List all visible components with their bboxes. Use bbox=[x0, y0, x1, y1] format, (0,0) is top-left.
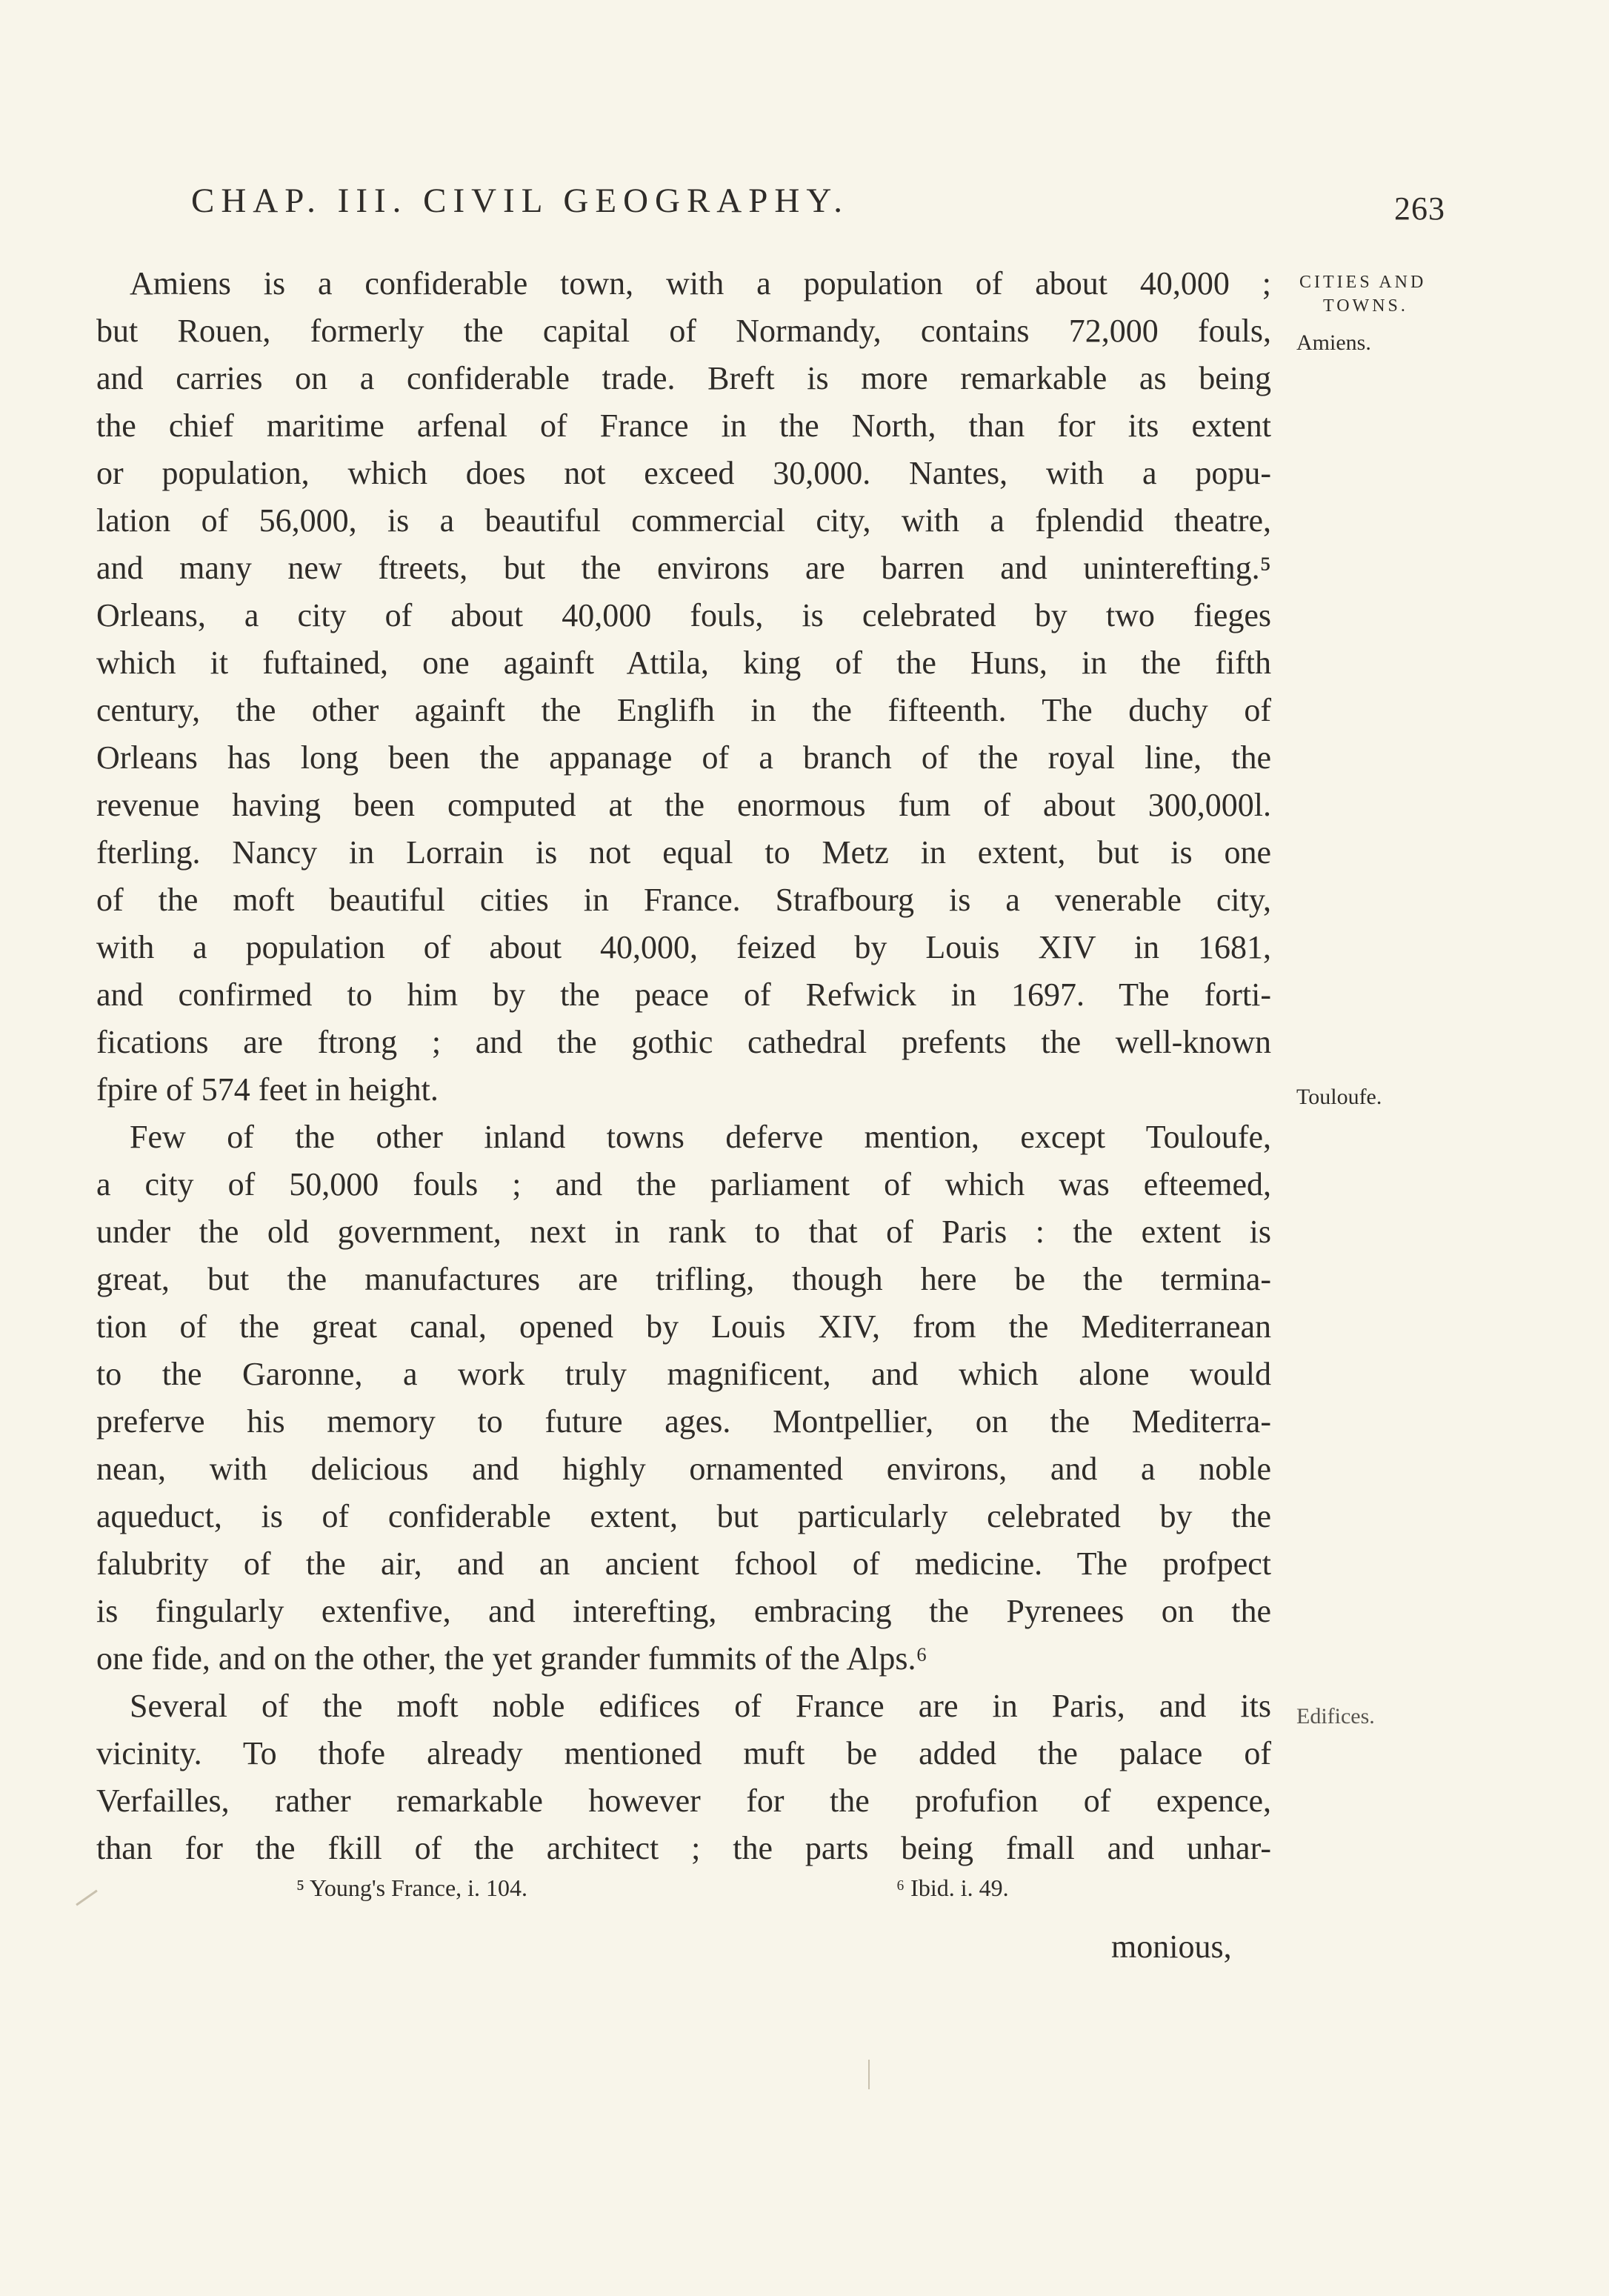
body-line: nean, with delicious and highly ornamented environs, and a noble bbox=[96, 1451, 1271, 1487]
page-number: 263 bbox=[1394, 190, 1445, 227]
body-line: one fide, and on the other, the yet grander fummits of the Alps.⁶ bbox=[96, 1640, 927, 1677]
catchword: monious, bbox=[1111, 1929, 1232, 1965]
running-head: CHAP. III. CIVIL GEOGRAPHY. bbox=[191, 182, 849, 220]
body-line: of the moft beautiful cities in France. Strafbourg is a venerable city, bbox=[96, 882, 1271, 918]
body-line: fications are ftrong ; and the gothic cathedral prefents the well-known bbox=[96, 1024, 1271, 1060]
body-line: and confirmed to him by the peace of Refwick in 1697. The forti- bbox=[96, 976, 1271, 1013]
body-line: which it fuftained, one againft Attila, king of the Huns, in the fifth bbox=[96, 645, 1271, 681]
body-line: the chief maritime arfenal of France in the North, than for its extent bbox=[96, 407, 1271, 444]
body-line: and carries on a confiderable trade. Breft is more remarkable as being bbox=[96, 360, 1271, 396]
body-line: lation of 56,000, is a beautiful commercial city, with a fplendid theatre, bbox=[96, 502, 1271, 539]
body-line: vicinity. To thofe already mentioned muft be added the palace of bbox=[96, 1735, 1271, 1771]
body-line: Orleans, a city of about 40,000 fouls, is celebrated by two fieges bbox=[96, 597, 1271, 633]
body-line: Orleans has long been the appanage of a branch of the royal line, the bbox=[96, 739, 1271, 776]
body-line: aqueduct, is of confiderable extent, but particularly celebrated by the bbox=[96, 1498, 1271, 1534]
body-line: falubrity of the air, and an ancient fchool of medicine. The profpect bbox=[96, 1545, 1271, 1582]
body-line: tion of the great canal, opened by Louis XIV, from the Mediterranean bbox=[96, 1308, 1271, 1345]
footnote-5: ⁵ Young's France, i. 104. bbox=[296, 1874, 528, 1901]
paper-blemish bbox=[868, 2060, 870, 2089]
paper-blemish bbox=[76, 1890, 98, 1906]
margin-note-towns: TOWNS. bbox=[1323, 296, 1408, 316]
body-line: fpire of 574 feet in height. bbox=[96, 1071, 439, 1108]
body-line: Verfailles, rather remarkable however for the profufion of expence, bbox=[96, 1783, 1271, 1819]
body-line: Several of the moft noble edifices of France are in Paris, and its bbox=[130, 1688, 1271, 1724]
margin-note-cities: CITIES AND bbox=[1299, 273, 1427, 292]
body-line: with a population of about 40,000, feized by Louis XIV in 1681, bbox=[96, 929, 1271, 965]
body-line: preferve his memory to future ages. Montpellier, on the Mediterra- bbox=[96, 1403, 1271, 1440]
body-line: fterling. Nancy in Lorrain is not equal to Metz in extent, but is one bbox=[96, 834, 1271, 871]
margin-note-amiens: Amiens. bbox=[1296, 330, 1371, 355]
footnote-6: ⁶ Ibid. i. 49. bbox=[896, 1874, 1009, 1901]
margin-note-edifices: Edifices. bbox=[1296, 1704, 1375, 1728]
body-line: under the old government, next in rank to that of Paris : the extent is bbox=[96, 1214, 1271, 1250]
body-line: great, but the manufactures are trifling, though here be the termina- bbox=[96, 1261, 1271, 1297]
body-line: than for the fkill of the architect ; the parts being fmall and unhar- bbox=[96, 1830, 1271, 1866]
body-line: revenue having been computed at the enormous fum of about 300,000l. bbox=[96, 787, 1271, 823]
body-line: or population, which does not exceed 30,000. Nantes, with a popu- bbox=[96, 455, 1271, 491]
body-line: Amiens is a confiderable town, with a population of about 40,000 ; bbox=[130, 265, 1271, 302]
body-line: a city of 50,000 fouls ; and the parliament of which was efteemed, bbox=[96, 1166, 1271, 1202]
body-line: century, the other againft the Englifh in the fifteenth. The duchy of bbox=[96, 692, 1271, 728]
body-line: and many new ftreets, but the environs are barren and uninterefting.⁵ bbox=[96, 550, 1271, 586]
body-line: but Rouen, formerly the capital of Normandy, contains 72,000 fouls, bbox=[96, 313, 1271, 349]
body-line: Few of the other inland towns deferve mention, except Touloufe, bbox=[130, 1119, 1271, 1155]
body-line: to the Garonne, a work truly magnificent, and which alone would bbox=[96, 1356, 1271, 1392]
margin-note-touloufe: Touloufe. bbox=[1296, 1085, 1382, 1109]
body-line: is fingularly extenfive, and interefting, embracing the Pyrenees on the bbox=[96, 1593, 1271, 1629]
